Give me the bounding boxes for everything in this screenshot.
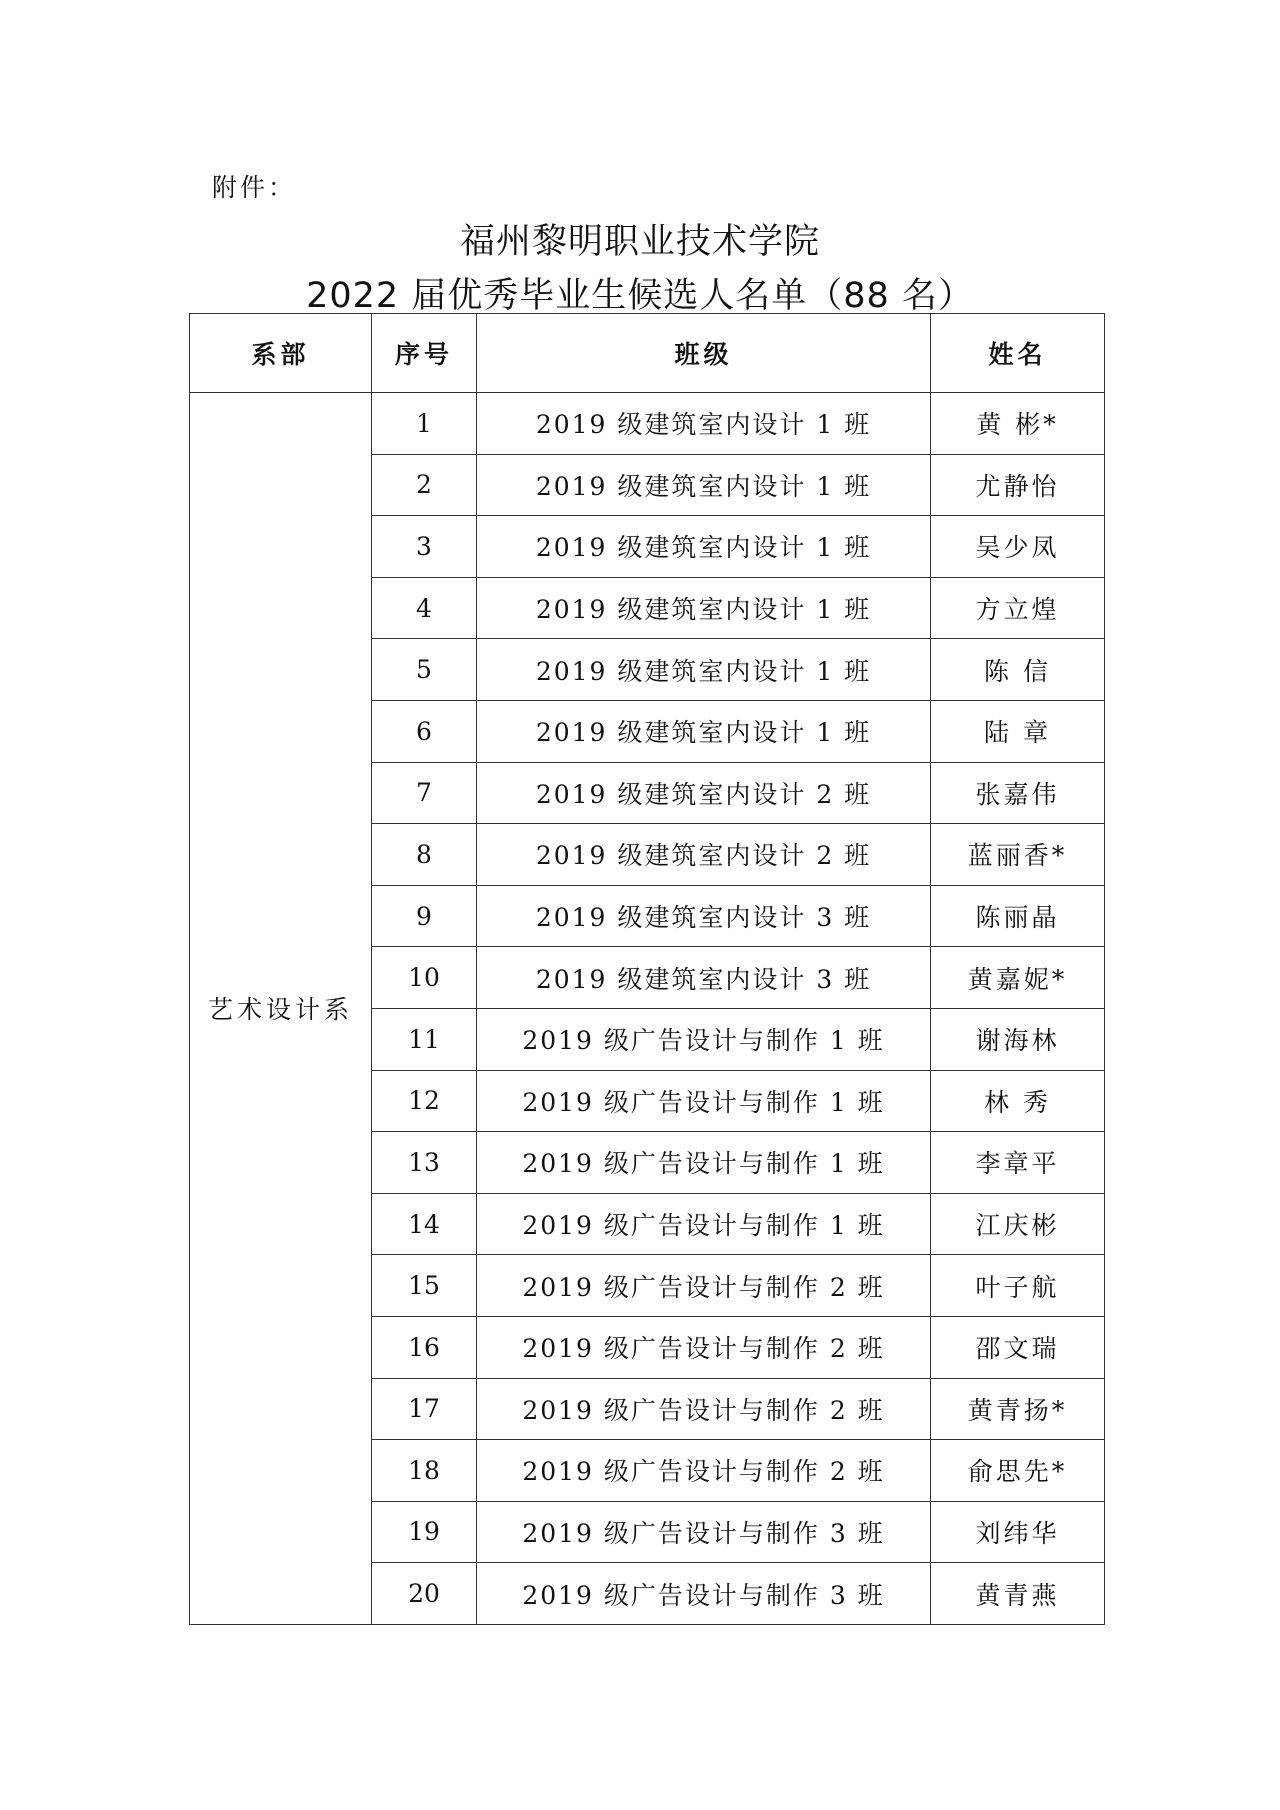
student-name-cell: 黄 彬* xyxy=(931,393,1105,455)
student-name-cell: 黄青扬* xyxy=(931,1378,1105,1440)
header-department: 系部 xyxy=(190,314,372,393)
class-cell: 2019 级广告设计与制作 3 班 xyxy=(477,1501,931,1563)
student-name-cell: 陈丽晶 xyxy=(931,885,1105,947)
row-number-cell: 6 xyxy=(372,700,477,762)
class-cell: 2019 级建筑室内设计 2 班 xyxy=(477,762,931,824)
row-number-cell: 4 xyxy=(372,577,477,639)
class-cell: 2019 级建筑室内设计 1 班 xyxy=(477,454,931,516)
class-cell: 2019 级广告设计与制作 1 班 xyxy=(477,1008,931,1070)
student-name-cell: 蓝丽香* xyxy=(931,824,1105,886)
student-name-cell: 刘纬华 xyxy=(931,1501,1105,1563)
table-header xyxy=(190,314,1105,393)
document-subtitle: 2022 届优秀毕业生候选人名单（88 名） xyxy=(306,276,974,316)
class-cell: 2019 级建筑室内设计 1 班 xyxy=(477,700,931,762)
row-number-cell: 20 xyxy=(372,1563,477,1625)
student-name-cell: 李章平 xyxy=(931,1132,1105,1194)
student-name-cell: 张嘉伟 xyxy=(931,762,1105,824)
class-cell: 2019 级广告设计与制作 2 班 xyxy=(477,1255,931,1317)
row-number-cell: 13 xyxy=(372,1132,477,1194)
row-number-cell: 7 xyxy=(372,762,477,824)
row-number-cell: 3 xyxy=(372,516,477,578)
student-name-cell: 尤静怡 xyxy=(931,454,1105,516)
row-number-cell: 19 xyxy=(372,1501,477,1563)
header-row xyxy=(190,314,1105,393)
class-cell: 2019 级建筑室内设计 3 班 xyxy=(477,947,931,1009)
student-name-cell: 俞思先* xyxy=(931,1440,1105,1502)
header-name: 姓名 xyxy=(931,314,1105,393)
table-body xyxy=(190,393,1105,1625)
table-row xyxy=(190,393,1105,455)
class-cell: 2019 级广告设计与制作 2 班 xyxy=(477,1440,931,1502)
candidate-table xyxy=(189,313,1105,1625)
row-number-cell: 9 xyxy=(372,885,477,947)
student-name-cell: 谢海林 xyxy=(931,1008,1105,1070)
student-name-cell: 方立煌 xyxy=(931,577,1105,639)
class-cell: 2019 级建筑室内设计 1 班 xyxy=(477,577,931,639)
row-number-cell: 17 xyxy=(372,1378,477,1440)
row-number-cell: 8 xyxy=(372,824,477,886)
header-number: 序号 xyxy=(372,314,477,393)
header-class: 班级 xyxy=(477,314,931,393)
student-name-cell: 陆 章 xyxy=(931,700,1105,762)
class-cell: 2019 级广告设计与制作 3 班 xyxy=(477,1563,931,1625)
department-cell: 艺术设计系 xyxy=(190,393,372,1625)
row-number-cell: 18 xyxy=(372,1440,477,1502)
row-number-cell: 10 xyxy=(372,947,477,1009)
student-name-cell: 吴少凤 xyxy=(931,516,1105,578)
class-cell: 2019 级建筑室内设计 1 班 xyxy=(477,516,931,578)
document-title: 福州黎明职业技术学院 xyxy=(459,222,820,262)
class-cell: 2019 级建筑室内设计 2 班 xyxy=(477,824,931,886)
class-cell: 2019 级建筑室内设计 1 班 xyxy=(477,639,931,701)
student-name-cell: 黄青燕 xyxy=(931,1563,1105,1625)
class-cell: 2019 级建筑室内设计 1 班 xyxy=(477,393,931,455)
student-name-cell: 黄嘉妮* xyxy=(931,947,1105,1009)
row-number-cell: 14 xyxy=(372,1193,477,1255)
class-cell: 2019 级广告设计与制作 1 班 xyxy=(477,1193,931,1255)
class-cell: 2019 级建筑室内设计 3 班 xyxy=(477,885,931,947)
row-number-cell: 1 xyxy=(372,393,477,455)
class-cell: 2019 级广告设计与制作 1 班 xyxy=(477,1070,931,1132)
student-name-cell: 邵文瑞 xyxy=(931,1316,1105,1378)
row-number-cell: 15 xyxy=(372,1255,477,1317)
row-number-cell: 2 xyxy=(372,454,477,516)
row-number-cell: 16 xyxy=(372,1316,477,1378)
student-name-cell: 叶子航 xyxy=(931,1255,1105,1317)
student-name-cell: 陈 信 xyxy=(931,639,1105,701)
student-name-cell: 林 秀 xyxy=(931,1070,1105,1132)
attachment-label: 附件： xyxy=(212,173,297,202)
row-number-cell: 11 xyxy=(372,1008,477,1070)
class-cell: 2019 级广告设计与制作 1 班 xyxy=(477,1132,931,1194)
class-cell: 2019 级广告设计与制作 2 班 xyxy=(477,1378,931,1440)
student-name-cell: 江庆彬 xyxy=(931,1193,1105,1255)
class-cell: 2019 级广告设计与制作 2 班 xyxy=(477,1316,931,1378)
row-number-cell: 12 xyxy=(372,1070,477,1132)
row-number-cell: 5 xyxy=(372,639,477,701)
